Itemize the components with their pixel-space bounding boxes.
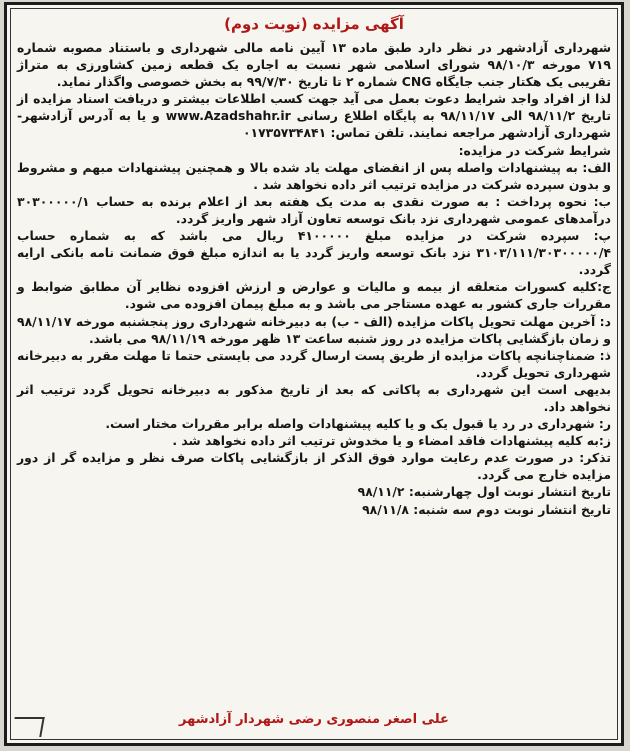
condition-ze: ز:به کلیه پیشنهادات فاقد امضاء و یا مخدوش ترتیب اثر داده نخواهد شد . (172, 433, 611, 449)
condition-note-late: بدیهی است این شهرداری به پاکاتی که بعد از تاریخ مذکور به دبیرخانه تحویل گردد ترتیب اثر نخواهد داد. (17, 381, 611, 414)
condition-be: ب: نحوه پرداخت : به صورت نقدی به مدت یک هفته بعد از اعلام برنده به حساب ۳۰۳۰۰۰۰۰/۱ درآمدهای عمومی شهرداری نزد بانک توسعه تعاون آزاد شهر واریز گردد. (17, 193, 611, 226)
condition-zal: ذ: ضمناچنانچه پاکات مزایده از طریق پست ارسال گردد می بایستی حتما تا مهلت مقرر به دبیرخانه شهرداری تحویل گردد. (17, 347, 611, 380)
condition-tazakor: تذکر: در صورت عدم رعایت موارد فوق الذکر از بازگشایی پاکات صرف نظر و مزایده گر از دور مزایده خارج می گردد. (17, 450, 611, 483)
notice-title: آگهی مزایده (نوبت دوم) (224, 15, 404, 33)
condition-pe: پ: سپرده شرکت در مزایده مبلغ ۴۱۰۰۰۰۰ ریال می باشد که به شماره حساب ۳۱۰۳/۱۱۱/۳۰۳۰۰۰۰۰/۴ نزد بانک توسعه واریز گردد یا به اندازه مبلغ فوق ضمانت نامه بانکی ارایه گردد. (17, 228, 611, 278)
publish-date-first: تاریخ انتشار نوبت اول چهارشنبه: ۹۸/۱۱/۲ (357, 484, 611, 500)
paragraph-intro: شهرداری آزادشهر در نظر دارد طبق ماده ۱۳ آیین نامه مالی شهرداری و باستناد مصوبه شماره ۷۱۹ مورخه ۹۸/۱۰/۳ شورای اسلامی شهر نسبت به اجاره یک قطعه زمین کشاورزی به متراژ تقریبی یک هکتار جنب جایگاه CNG شماره ۲ تا تاریخ ۹۹/۷/۳۰ به بخش خصوصی واگذار نماید. (17, 40, 612, 90)
condition-alef: الف: به پیشنهادات واصله پس از انقضای مهلت یاد شده بالا و همچنین پیشنهادات مبهم و مشروط و بدون سپرده شرکت در مزایده ترتیب اثر داده نخواهد شد . (17, 159, 611, 192)
condition-dal: د: آخرین مهلت تحویل پاکات مزایده (الف - ب) به دبیرخانه شهرداری روز پنجشنبه مورخه ۹۸/۱۱/۱۷ و زمان بازگشایی پاکات مزایده در روز شنبه ساعت ۱۳ ظهر مورخه ۹۸/۱۱/۱۹ می باشد. (17, 313, 611, 346)
condition-re: ر: شهرداری در رد یا قبول یک و یا کلیه پیشنهادات واصله برابر مقررات مختار است. (105, 416, 611, 432)
notice-body (17, 39, 611, 518)
publish-date-second: تاریخ انتشار نوبت دوم سه شنبه: ۹۸/۱۱/۸ (362, 501, 611, 517)
paragraph-invitation: لذا از افراد واجد شرایط دعوت بعمل می آید جهت کسب اطلاعات بیشتر و دریافت اسناد مزایده از تاریخ ۹۸/۱۱/۲ الی ۹۸/۱۱/۱۷ به پایگاه اطلاع رسانی www.Azadshahr.ir و یا به آدرس آزادشهر- شهرداری آزادشهر مراجعه نمایند. تلفن تماس: ۰۱۷۳۵۷۳۴۸۴۱ (17, 91, 611, 141)
condition-jim: ج:کلیه کسورات متعلقه از بیمه و مالیات و عوارض و ارزش افزوده نظایر آن مطابق ضوابط و مقررات جاری کشور به عهده مستاجر می باشد و به مبلغ پیمان افزوده می شود. (17, 279, 611, 312)
mayor-signature: علی اصغر منصوری رضی شهردار آزادشهر (179, 712, 449, 727)
conditions-heading: شرایط شرکت در مزایده: (458, 142, 611, 158)
corner-mark (11, 717, 45, 737)
notice-page (4, 2, 624, 746)
